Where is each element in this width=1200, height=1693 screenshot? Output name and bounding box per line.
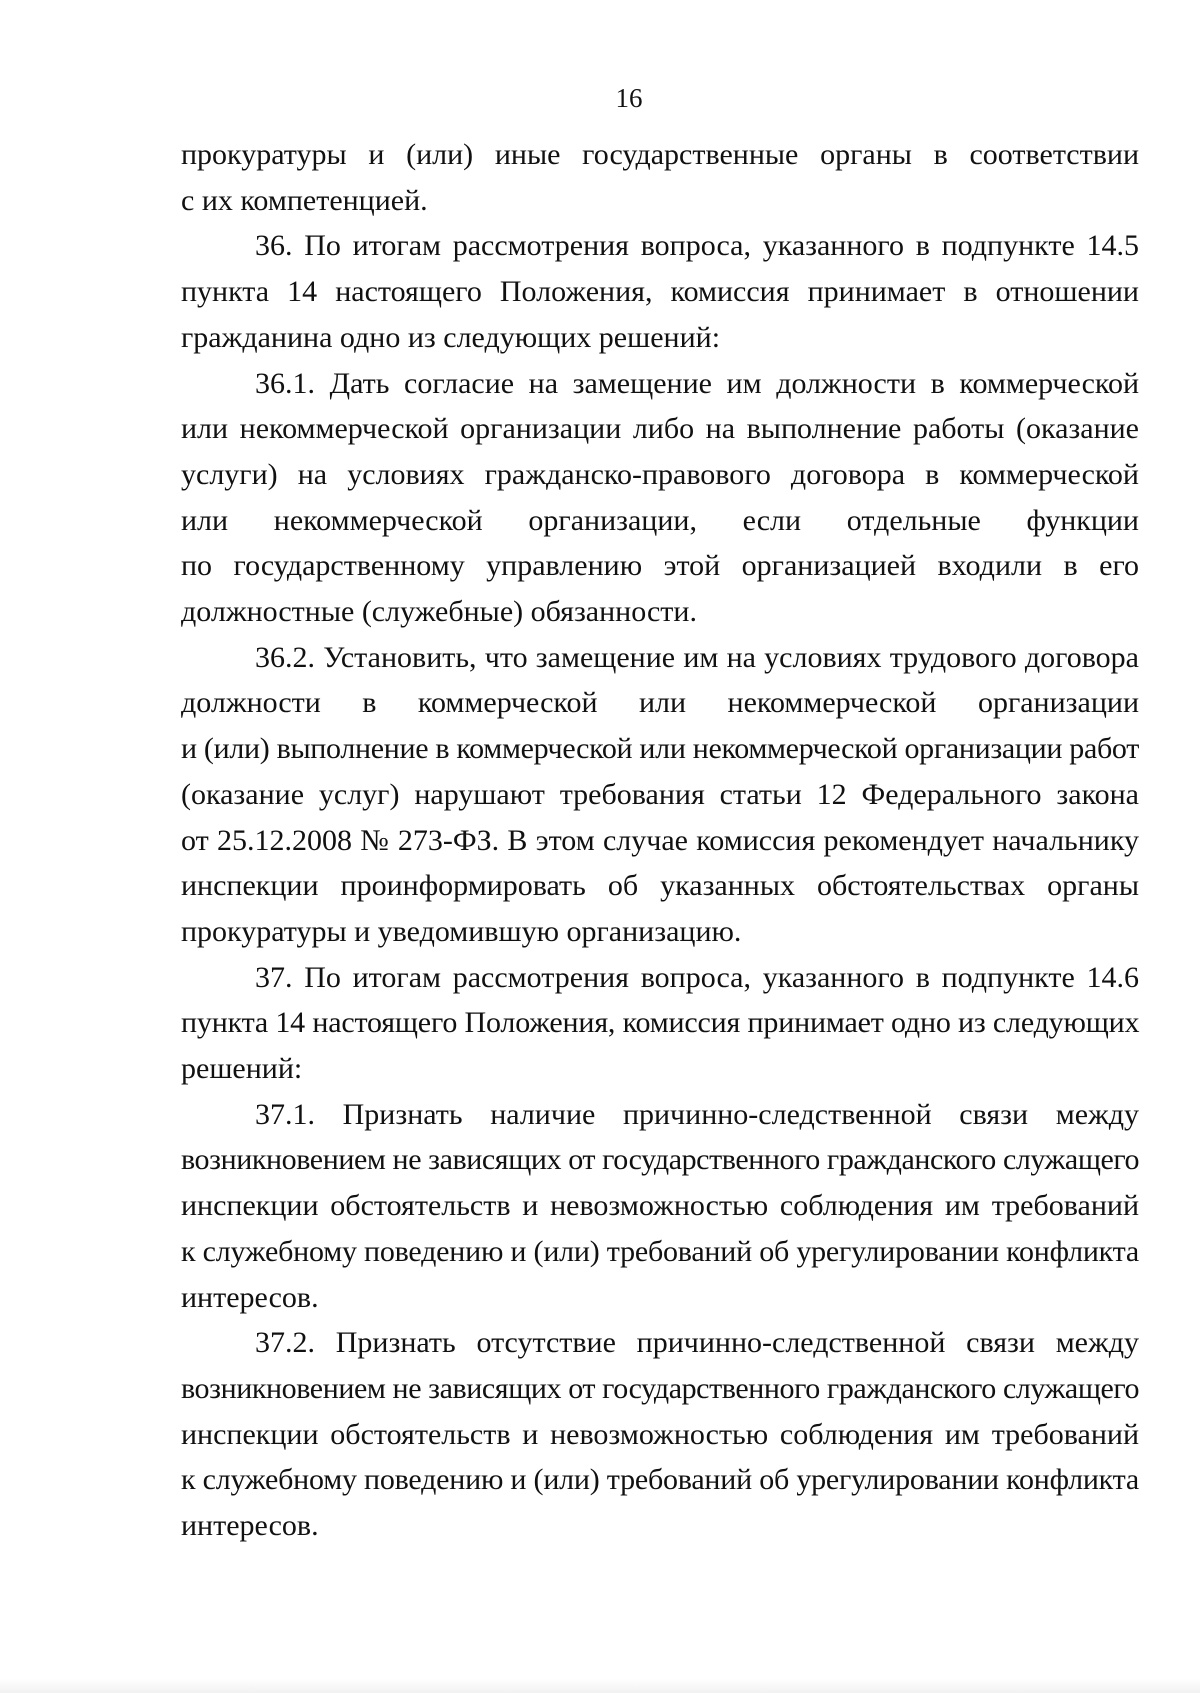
paragraph-36-1: [181, 361, 1139, 635]
text-line: должности в коммерческой или некоммерческой организации: [181, 686, 1139, 720]
text-line: 37.1. Признать наличие причинно-следственной связи между: [255, 1097, 1139, 1131]
text-line: к служебному поведению и (или) требований об урегулировании конфликта: [181, 1463, 1139, 1497]
text-line: интересов.: [181, 1280, 319, 1314]
text-line: услуги) на условиях гражданско-правового договора в коммерческой: [181, 457, 1139, 491]
paragraph-continuation: [181, 132, 1139, 223]
text-line: от 25.12.2008 № 273-ФЗ. В этом случае комиссия рекомендует начальнику: [181, 823, 1139, 857]
text-line: к служебному поведению и (или) требований об урегулировании конфликта: [181, 1234, 1139, 1268]
text-line: инспекции обстоятельств и невозможностью соблюдения им требований: [181, 1189, 1139, 1223]
document-body: [181, 132, 1139, 1549]
text-line: инспекции проинформировать об указанных обстоятельствах органы: [181, 869, 1139, 903]
text-line: 37. По итогам рассмотрения вопроса, указанного в подпункте 14.6: [255, 960, 1139, 994]
text-line: 36. По итогам рассмотрения вопроса, указанного в подпункте 14.5: [255, 229, 1139, 263]
text-line: должностные (служебные) обязанности.: [181, 595, 697, 629]
text-line: пункта 14 настоящего Положения, комиссия принимает в отношении: [181, 275, 1139, 309]
text-line: прокуратуры и уведомившую организацию.: [181, 914, 742, 948]
page-number: 16: [615, 83, 643, 113]
text-line: 37.2. Признать отсутствие причинно-следственной связи между: [255, 1326, 1139, 1360]
text-line: 36.1. Дать согласие на замещение им должности в коммерческой: [255, 366, 1139, 400]
paragraph-37-1: [181, 1092, 1139, 1321]
text-line: и (или) выполнение в коммерческой или некоммерческой организации работ: [181, 732, 1140, 766]
text-line: гражданина одно из следующих решений:: [181, 320, 721, 354]
scan-bottom-edge: [0, 1679, 1200, 1693]
paragraph-37: [181, 955, 1139, 1092]
text-line: по государственному управлению этой организацией входили в его: [181, 549, 1139, 583]
paragraph-36-2: [181, 635, 1139, 955]
text-line: возникновением не зависящих от государственного гражданского служащего: [181, 1143, 1140, 1177]
text-line: инспекции обстоятельств и невозможностью соблюдения им требований: [181, 1417, 1139, 1451]
text-line: (оказание услуг) нарушают требования статьи 12 Федерального закона: [181, 777, 1139, 811]
text-line: с их компетенцией.: [181, 183, 428, 217]
text-line: решений:: [181, 1052, 303, 1086]
text-line: возникновением не зависящих от государственного гражданского служащего: [181, 1371, 1140, 1405]
text-line: интересов.: [181, 1509, 319, 1543]
paragraph-37-2: [181, 1320, 1139, 1549]
text-line: пункта 14 настоящего Положения, комиссия принимает одно из следующих: [181, 1006, 1140, 1040]
paragraph-36: [181, 223, 1139, 360]
text-line: прокуратуры и (или) иные государственные органы в соответствии: [181, 138, 1139, 171]
text-line: или некоммерческой организации, если отдельные функции: [181, 503, 1139, 537]
text-line: 36.2. Установить, что замещение им на условиях трудового договора: [255, 640, 1139, 674]
text-line: или некоммерческой организации либо на выполнение работы (оказание: [181, 412, 1139, 446]
